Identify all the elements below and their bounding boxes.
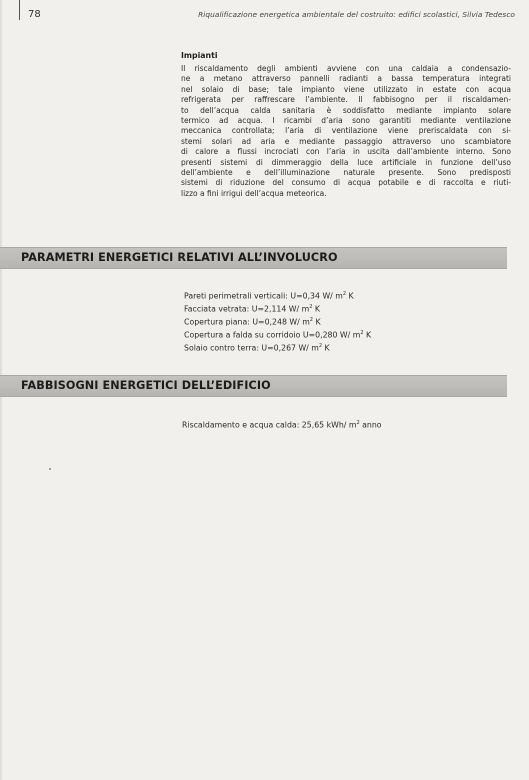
list-item xyxy=(184,328,371,341)
item-exponent: 2 xyxy=(342,291,347,297)
paragraph-line: Il riscaldamento degli ambienti avviene con una caldaia a condensazio- xyxy=(181,64,511,73)
fabbisogni-section-band xyxy=(0,375,507,397)
item-unit: K xyxy=(363,330,372,340)
item-label: Solaio contro terra: U=0,267 W/ m xyxy=(184,343,319,353)
involucro-section-title: PARAMETRI ENERGETICI RELATIVI ALL’INVOLUCRO xyxy=(21,251,338,264)
item-unit: K xyxy=(312,304,320,314)
fabbisogni-section-title: FABBISOGNI ENERGETICI DELL’EDIFICIO xyxy=(21,379,271,392)
impianti-paragraph xyxy=(181,64,511,199)
item-unit: K xyxy=(346,291,354,301)
list-item xyxy=(184,341,371,354)
paragraph-line: to dell’acqua calda sanitaria è soddisfatto mediante impianto solare xyxy=(181,105,511,115)
item-unit: anno xyxy=(359,420,382,430)
paragraph-line: presenti sistemi di dimmeraggio della luce artificiale in funzione dell’uso xyxy=(181,157,511,167)
impianti-heading: Impianti xyxy=(181,51,218,60)
item-exponent: 2 xyxy=(309,317,313,323)
paragraph-line: termico ad acqua. I ricambi d’aria sono garantiti mediante ventilazione xyxy=(181,116,511,126)
item-exponent: 2 xyxy=(309,304,313,310)
item-label: Copertura a falda su corridoio U=0,280 W/ m xyxy=(184,330,361,340)
list-item xyxy=(184,302,371,315)
paragraph-line: sistemi di riduzione del consumo di acqua potabile e di raccolta e riuti- xyxy=(181,178,511,188)
paragraph-line: ne a metano attraverso pannelli radianti a bassa temperatura integrati xyxy=(181,74,511,84)
item-label: Pareti perimetrali verticali: U=0,34 W/ m xyxy=(184,291,343,301)
list-item xyxy=(184,289,371,302)
item-label: Copertura piana: U=0,248 W/ m xyxy=(184,317,310,327)
running-header: Riqualificazione energetica ambientale del costruito: edifici scolastici, Silvia Tedesco xyxy=(198,10,515,19)
paragraph-line: meccanica controllata; l’aria di ventilazione viene preriscaldata con si- xyxy=(181,126,511,136)
paragraph-line: nel solaio di base; tale impianto viene utilizzato in estate con acqua xyxy=(181,84,511,94)
paragraph-line: refrigerata per raffrescare l’ambiente. Il fabbisogno per il riscaldamen- xyxy=(181,95,511,105)
item-label: Riscaldamento e acqua calda: 25,65 kWh/ m xyxy=(182,420,357,430)
item-label: Facciata vetrata: U=2,114 W/ m xyxy=(184,304,310,314)
item-exponent: 2 xyxy=(356,420,360,426)
involucro-section-band xyxy=(0,247,507,269)
item-exponent: 2 xyxy=(360,330,364,336)
paragraph-line: dell’ambiente e dell’illuminazione naturale presente. Sono predisposti xyxy=(181,168,511,178)
item-exponent: 2 xyxy=(318,343,323,349)
list-item xyxy=(184,315,371,328)
folio-rule xyxy=(19,0,20,20)
paragraph-line: stemi solari ad aria e mediante passaggio attraverso uno scambiatore xyxy=(181,136,511,146)
involucro-list xyxy=(184,289,371,354)
print-speck xyxy=(49,468,51,470)
page-number: 78 xyxy=(28,9,41,20)
item-unit: K xyxy=(322,343,330,353)
paragraph-line: lizzo a fini irrigui dell’acqua meteorica. xyxy=(181,188,327,198)
list-item xyxy=(182,418,382,431)
paragraph-line: di calore a flussi incrociati con l’aria in uscita dall’ambiente interno. Sono xyxy=(181,147,511,157)
item-unit: K xyxy=(312,317,321,327)
fabbisogni-list xyxy=(182,418,382,431)
